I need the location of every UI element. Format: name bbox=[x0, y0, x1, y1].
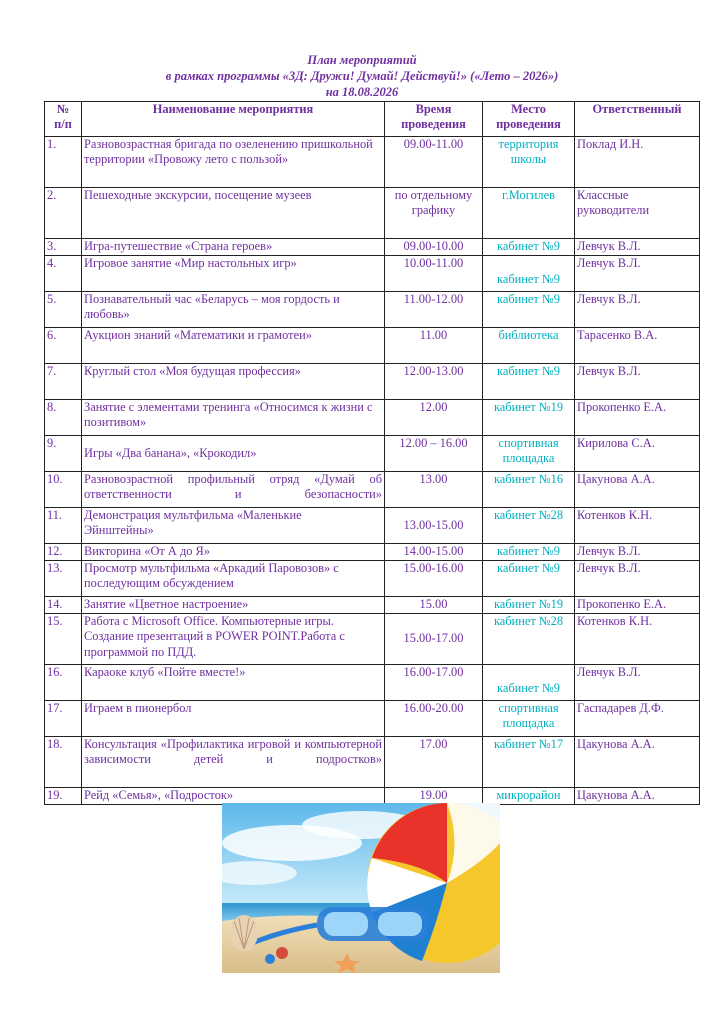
event-time: 11.00 bbox=[385, 328, 483, 364]
event-responsible: Кирилова С.А. bbox=[575, 436, 700, 472]
table-row bbox=[45, 597, 700, 614]
table-row bbox=[45, 292, 700, 328]
row-number: 16. bbox=[45, 665, 82, 701]
event-responsible: Прокопенко Е.А. bbox=[575, 400, 700, 436]
table-row bbox=[45, 364, 700, 400]
event-time: 17.00 bbox=[385, 737, 483, 788]
row-number: 19. bbox=[45, 788, 82, 805]
event-name: Познавательный час «Беларусь – моя гордость и любовь» bbox=[82, 292, 385, 328]
event-time: 13.00-15.00 bbox=[385, 508, 483, 544]
table-row bbox=[45, 561, 700, 597]
table-row bbox=[45, 665, 700, 701]
event-place: микрорайон bbox=[483, 788, 575, 805]
event-name: Играем в пионербол bbox=[82, 701, 385, 737]
table-row bbox=[45, 328, 700, 364]
event-name: Викторина «От А до Я» bbox=[82, 544, 385, 561]
row-number: 3. bbox=[45, 239, 82, 256]
table-row bbox=[45, 239, 700, 256]
event-place: г.Могилев bbox=[483, 188, 575, 239]
table-row bbox=[45, 544, 700, 561]
header-time: Время проведения bbox=[385, 102, 483, 137]
row-number: 4. bbox=[45, 256, 82, 292]
event-name: Пешеходные экскурсии, посещение музеев bbox=[82, 188, 385, 239]
event-name: Караоке клуб «Пойте вместе!» bbox=[82, 665, 385, 701]
title-line-3: на 18.08.2026 bbox=[325, 85, 399, 99]
event-name: Разновозрастной профильный отряд «Думай об ответственности и безопасности» bbox=[82, 472, 385, 508]
event-responsible: Классные руководители bbox=[575, 188, 700, 239]
title-line-2: в рамках программы «3Д: Дружи! Думай! Действуй!» («Лето – 2026») bbox=[165, 69, 559, 83]
row-number: 5. bbox=[45, 292, 82, 328]
event-place: кабинет №9 bbox=[483, 665, 575, 701]
event-time: 09.00-11.00 bbox=[385, 137, 483, 188]
row-number: 17. bbox=[45, 701, 82, 737]
event-responsible: Левчук В.Л. bbox=[575, 292, 700, 328]
table-header-row bbox=[45, 102, 700, 137]
table-row bbox=[45, 400, 700, 436]
event-place: кабинет №9 bbox=[483, 239, 575, 256]
row-number: 7. bbox=[45, 364, 82, 400]
beach-picture bbox=[222, 803, 500, 973]
event-name: Работа с Microsoft Office. Компьютерные игры. Создание презентаций в POWER POINT.Работа с программой по ПДД. bbox=[82, 614, 385, 665]
table-row bbox=[45, 508, 700, 544]
event-name: Демонстрация мультфильма «Маленькие Эйнштейны» bbox=[82, 508, 385, 544]
event-responsible: Поклад И.Н. bbox=[575, 137, 700, 188]
event-name: Круглый стол «Моя будущая профессия» bbox=[82, 364, 385, 400]
event-responsible: Левчук В.Л. bbox=[575, 665, 700, 701]
event-name: Игры «Два банана», «Крокодил» bbox=[82, 436, 385, 472]
event-responsible: Котенков К.Н. bbox=[575, 614, 700, 665]
event-time: 12.00 – 16.00 bbox=[385, 436, 483, 472]
event-time: 15.00-16.00 bbox=[385, 561, 483, 597]
row-number: 9. bbox=[45, 436, 82, 472]
header-place: Место проведения bbox=[483, 102, 575, 137]
event-place: кабинет №9 bbox=[483, 256, 575, 292]
table-row bbox=[45, 256, 700, 292]
event-time: 16.00-17.00 bbox=[385, 665, 483, 701]
row-number: 8. bbox=[45, 400, 82, 436]
event-time: 11.00-12.00 bbox=[385, 292, 483, 328]
event-responsible: Левчук В.Л. bbox=[575, 561, 700, 597]
event-place: спортивная площадка bbox=[483, 436, 575, 472]
event-responsible: Тарасенко В.А. bbox=[575, 328, 700, 364]
event-name: Игровое занятие «Мир настольных игр» bbox=[82, 256, 385, 292]
table-row bbox=[45, 188, 700, 239]
table-row bbox=[45, 788, 700, 805]
event-responsible: Левчук В.Л. bbox=[575, 239, 700, 256]
row-number: 15. bbox=[45, 614, 82, 665]
event-name: Консультация «Профилактика игровой и компьютерной зависимости детей и подростков» bbox=[82, 737, 385, 788]
row-number: 11. bbox=[45, 508, 82, 544]
seashell-icon bbox=[230, 915, 258, 951]
event-place: кабинет №17 bbox=[483, 737, 575, 788]
event-place: кабинет №19 bbox=[483, 400, 575, 436]
event-time: 12.00-13.00 bbox=[385, 364, 483, 400]
title-line-1: План мероприятий bbox=[307, 53, 417, 67]
row-number: 14. bbox=[45, 597, 82, 614]
header-name: Наименование мероприятия bbox=[82, 102, 385, 137]
row-number: 10. bbox=[45, 472, 82, 508]
event-place: кабинет №9 bbox=[483, 561, 575, 597]
row-number: 2. bbox=[45, 188, 82, 239]
row-number: 13. bbox=[45, 561, 82, 597]
event-time: 15.00-17.00 bbox=[385, 614, 483, 665]
event-place: спортивная площадка bbox=[483, 701, 575, 737]
event-name: Разновозрастная бригада по озеленению пришкольной территории «Провожу лето с пользой» bbox=[82, 137, 385, 188]
event-name: Игра-путешествие «Страна героев» bbox=[82, 239, 385, 256]
event-name: Аукцион знаний «Математики и грамотеи» bbox=[82, 328, 385, 364]
event-time: 19.00 bbox=[385, 788, 483, 805]
document-title bbox=[0, 52, 724, 100]
event-time: по отдельному графику bbox=[385, 188, 483, 239]
row-number: 12. bbox=[45, 544, 82, 561]
event-place: кабинет №28 bbox=[483, 614, 575, 665]
row-number: 1. bbox=[45, 137, 82, 188]
event-responsible: Левчук В.Л. bbox=[575, 256, 700, 292]
event-place: кабинет №9 bbox=[483, 364, 575, 400]
event-name: Просмотр мультфильма «Аркадий Паровозов» с последующим обсуждением bbox=[82, 561, 385, 597]
table-row bbox=[45, 472, 700, 508]
table-row bbox=[45, 701, 700, 737]
event-responsible: Цакунова А.А. bbox=[575, 737, 700, 788]
header-responsible: Ответственный bbox=[575, 102, 700, 137]
table-row bbox=[45, 737, 700, 788]
beach-summer-illustration bbox=[222, 803, 500, 973]
event-place: библиотека bbox=[483, 328, 575, 364]
event-responsible: Левчук В.Л. bbox=[575, 544, 700, 561]
table-row bbox=[45, 436, 700, 472]
event-responsible: Цакунова А.А. bbox=[575, 788, 700, 805]
event-responsible: Левчук В.Л. bbox=[575, 364, 700, 400]
row-number: 6. bbox=[45, 328, 82, 364]
event-responsible: Гаспадарев Д.Ф. bbox=[575, 701, 700, 737]
event-place: кабинет №28 bbox=[483, 508, 575, 544]
event-place: кабинет №9 bbox=[483, 292, 575, 328]
event-place: кабинет №19 bbox=[483, 597, 575, 614]
table-row bbox=[45, 614, 700, 665]
event-time: 09.00-10.00 bbox=[385, 239, 483, 256]
event-responsible: Прокопенко Е.А. bbox=[575, 597, 700, 614]
event-place: территория школы bbox=[483, 137, 575, 188]
event-name: Занятие «Цветное настроение» bbox=[82, 597, 385, 614]
event-responsible: Цакунова А.А. bbox=[575, 472, 700, 508]
event-time: 16.00-20.00 bbox=[385, 701, 483, 737]
events-table bbox=[44, 101, 700, 805]
event-time: 15.00 bbox=[385, 597, 483, 614]
event-place: кабинет №16 bbox=[483, 472, 575, 508]
table-row bbox=[45, 137, 700, 188]
event-name: Рейд «Семья», «Подросток» bbox=[82, 788, 385, 805]
header-num: № п/п bbox=[45, 102, 82, 137]
event-time: 14.00-15.00 bbox=[385, 544, 483, 561]
event-time: 12.00 bbox=[385, 400, 483, 436]
event-place: кабинет №9 bbox=[483, 544, 575, 561]
event-time: 10.00-11.00 bbox=[385, 256, 483, 292]
row-number: 18. bbox=[45, 737, 82, 788]
event-time: 13.00 bbox=[385, 472, 483, 508]
event-name: Занятие с элементами тренинга «Относимся к жизни с позитивом» bbox=[82, 400, 385, 436]
event-responsible: Котенков К.Н. bbox=[575, 508, 700, 544]
